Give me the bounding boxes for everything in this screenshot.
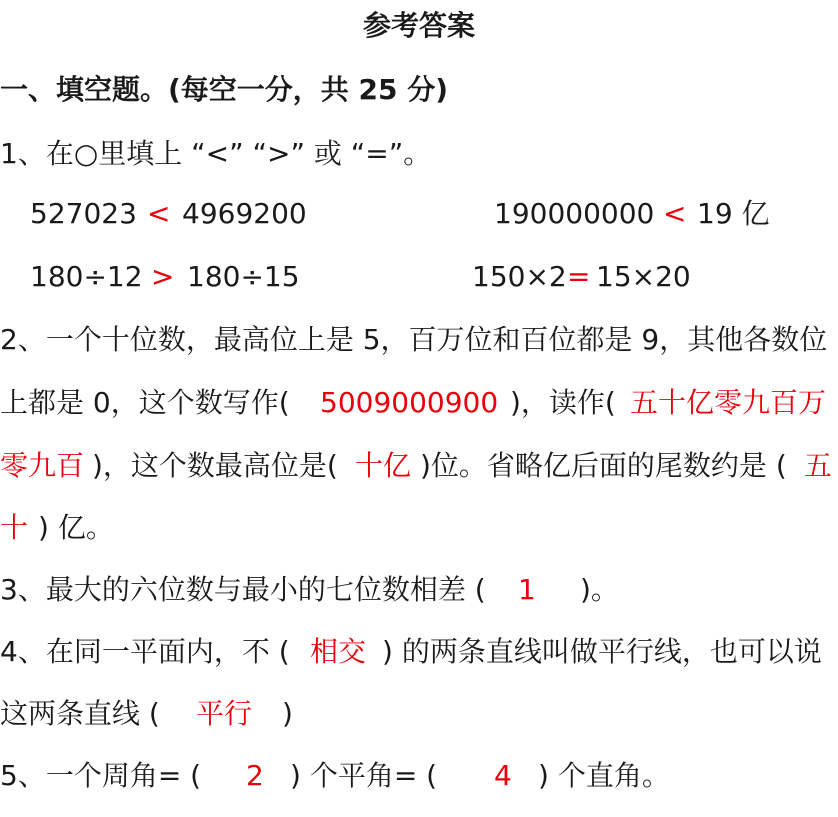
- question-3-text: )。: [580, 573, 619, 606]
- compare-right: 19 亿: [697, 197, 770, 230]
- question-2-text: )，这个数最高位是(: [92, 449, 338, 482]
- question-2-text: ) 亿。: [38, 511, 114, 544]
- question-4-text: 4、在同一平面内，不 (: [0, 635, 290, 668]
- question-1-text: 1、在○里填上 “<” “>” 或 “=”。: [0, 137, 432, 170]
- question-4-text: ): [282, 697, 293, 730]
- question-2-text: )，读作(: [510, 386, 616, 419]
- page-title: 参考答案: [362, 9, 475, 42]
- compare-sign: =: [567, 260, 591, 293]
- section-heading: 一、填空题。(每空一分，共 25 分): [0, 73, 449, 106]
- answer-difference: 1: [518, 573, 536, 606]
- question-2-line-1: 2、一个十位数，最高位上是 5，百万位和百位都是 9，其他各数位: [0, 323, 828, 356]
- compare-right: 180÷15: [187, 260, 300, 293]
- compare-left: 527023: [30, 197, 137, 230]
- answer-approx: 五: [804, 449, 833, 482]
- compare-left: 150×2: [472, 260, 567, 293]
- question-5-text: ) 个平角= (: [290, 759, 438, 792]
- compare-sign: <: [663, 197, 687, 230]
- compare-sign: >: [151, 260, 175, 293]
- compare-left: 190000000: [494, 197, 655, 230]
- compare-left: 180÷12: [30, 260, 143, 293]
- question-5-text: ) 个直角。: [538, 759, 670, 792]
- answer-highest-place: 十亿: [355, 449, 412, 482]
- question-4-text: ) 的两条直线叫做平行线，也可以说: [382, 635, 822, 668]
- compare-right: 15×20: [596, 260, 691, 293]
- answer-number: 5009000900: [320, 386, 499, 419]
- answer-reading-cont: 零九百: [0, 449, 85, 482]
- compare-sign: <: [147, 197, 171, 230]
- question-2-text: )位。省略亿后面的尾数约是 (: [420, 449, 787, 482]
- answer-approx-cont: 十: [0, 511, 29, 544]
- question-2-text: 上都是 0，这个数写作(: [0, 386, 290, 419]
- answer-parallel: 平行: [196, 697, 253, 730]
- question-4-text: 这两条直线 (: [0, 697, 160, 730]
- answer-straight-angles: 2: [246, 759, 264, 792]
- question-3-text: 3、最大的六位数与最小的七位数相差 (: [0, 573, 486, 606]
- answer-reading: 五十亿零九百万: [630, 386, 827, 419]
- answer-intersect: 相交: [310, 635, 367, 668]
- answer-right-angles: 4: [494, 759, 512, 792]
- compare-right: 4969200: [182, 197, 307, 230]
- question-5-text: 5、一个周角= (: [0, 759, 202, 792]
